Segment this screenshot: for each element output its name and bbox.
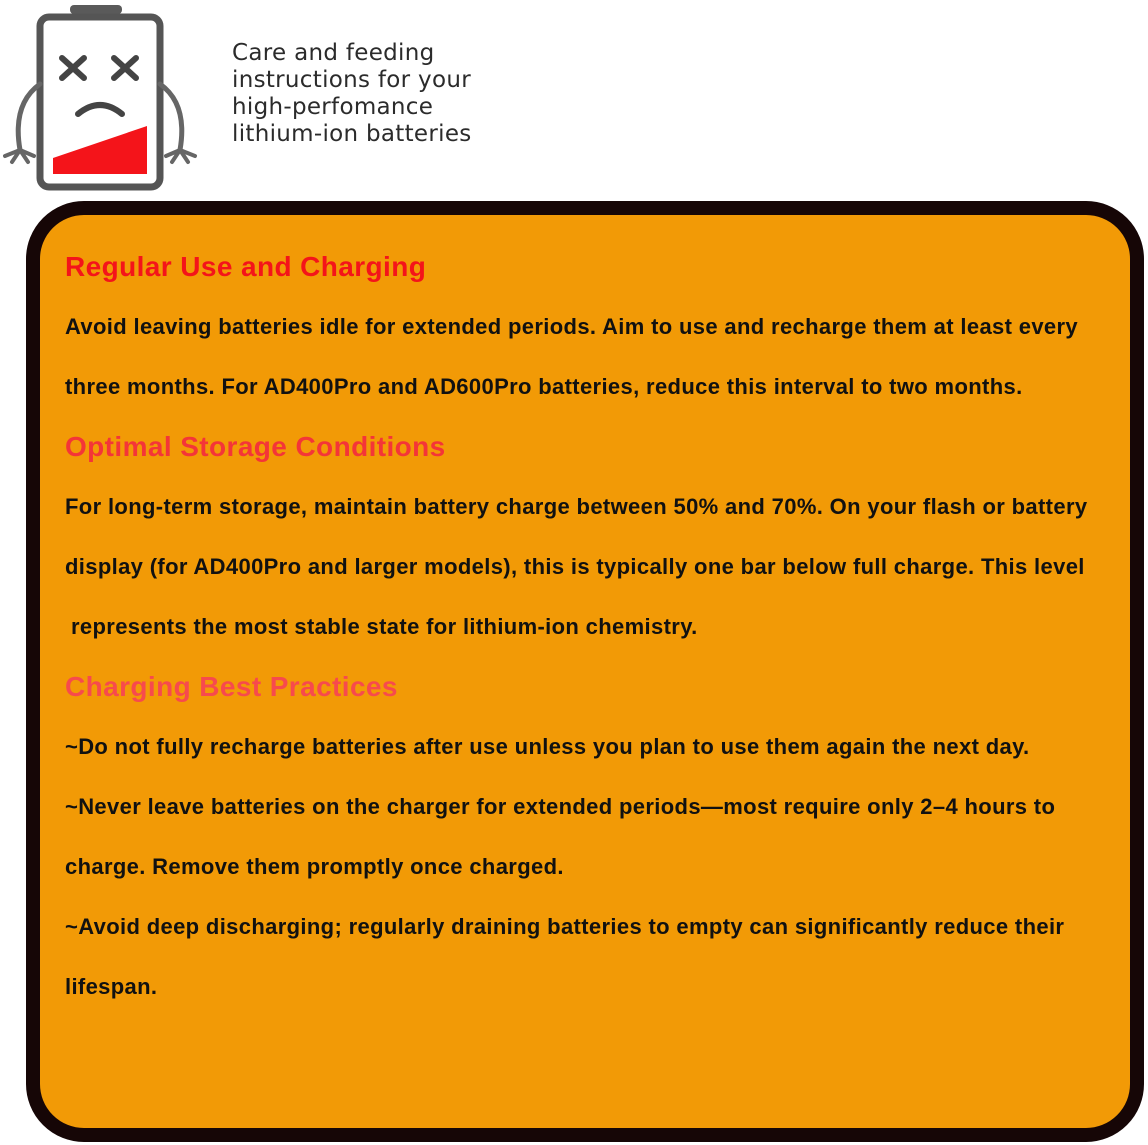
section-text-line: ~Do not fully recharge batteries after use unless you plan to use them again the next day. [65,734,1030,759]
section-text-line: charge. Remove them promptly once charged. [65,854,564,879]
section-heading-charging: Charging Best Practices [65,671,398,702]
header-line: high-perfomance [232,94,434,120]
section-heading-regular-use: Regular Use and Charging [65,251,427,282]
header-line: instructions for your [232,67,471,93]
section-text-line: Avoid leaving batteries idle for extended periods. Aim to use and recharge them at least every [65,314,1079,339]
instructions-content [65,237,1135,1017]
section-heading-storage: Optimal Storage Conditions [65,431,446,462]
instructions-card [26,201,1144,1142]
section-text-line: represents the most stable state for lithium-ion chemistry. [71,614,698,639]
section-text-line: ~Never leave batteries on the charger for extended periods—most require only 2–4 hours to [65,794,1056,819]
header [0,0,1148,200]
header-title [232,40,652,148]
sad-battery-icon [0,0,210,200]
section-text-line: For long-term storage, maintain battery charge between 50% and 70%. On your flash or battery [65,494,1088,519]
section-text-line: display (for AD400Pro and larger models), this is typically one bar below full charge. This level [65,554,1085,579]
header-line: Care and feeding [232,40,435,66]
section-text-line: lifespan. [65,974,158,999]
header-line: lithium-ion batteries [232,121,472,147]
section-text-line: three months. For AD400Pro and AD600Pro batteries, reduce this interval to two months. [65,374,1023,399]
section-text-line: ~Avoid deep discharging; regularly draining batteries to empty can significantly reduce their [65,914,1065,939]
